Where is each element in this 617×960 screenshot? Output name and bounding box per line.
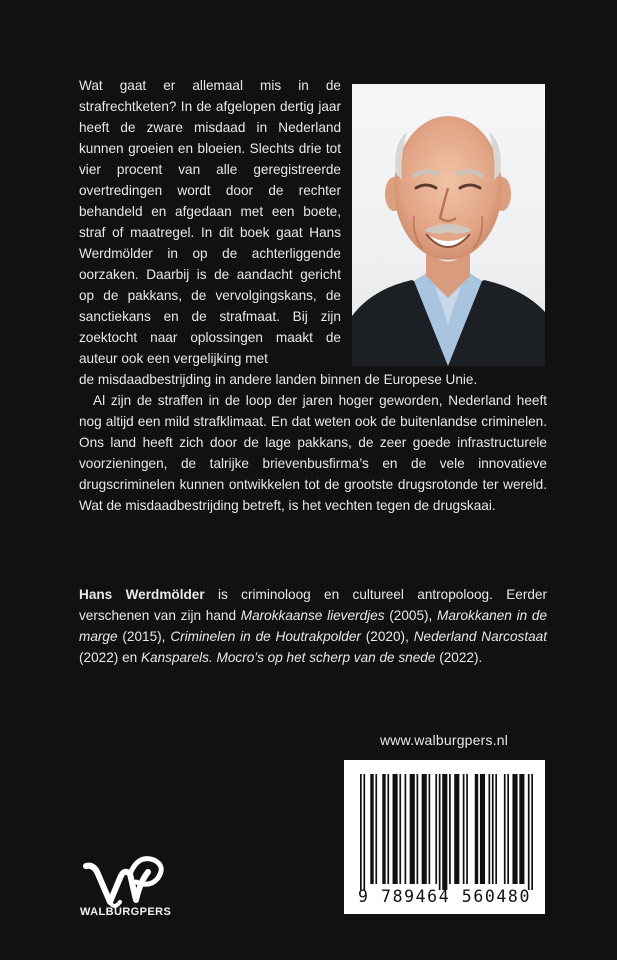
barcode-bar — [393, 774, 398, 884]
barcode-bar — [512, 774, 517, 884]
barcode-bar — [488, 774, 490, 884]
book-title-3: Criminelen in de Houtrakpolder — [170, 629, 361, 644]
barcode-bar — [399, 774, 401, 884]
barcode-bar — [439, 774, 441, 890]
book-title-1: Marokkaanse lieverdjes — [240, 608, 385, 623]
book-year-5: (2022). — [435, 650, 483, 665]
barcode-bar — [504, 774, 506, 884]
blurb-paragraph-2: Al zijn de straffen in de loop der jaren hoger geworden, Nederland heeft nog altijd een mild strafklimaat. En dat weten ook de buitenlandse criminelen. Ons land heeft zich door de lage pakkans, de zeer goede infrastructurele voorzieningen, de talrijke brievenbusfirma’s en de vele innovatieve drugscriminelen kunnen ontwikkelen tot de grootste drugsrotonde ter wereld. Wat de misdaadbestrijding betreft, is het vechten tegen de drugskaai. — [79, 393, 547, 513]
author-bio-text: is criminoloog en cultureel antropoloog. Eerder verschenen van zijn hand — [79, 587, 547, 623]
book-year-1: (2005), — [384, 608, 438, 623]
barcode-bar — [442, 774, 447, 890]
book-title-5: Kansparels. Mocro’s op het scherp van de snede — [140, 650, 436, 665]
publisher-website: www.walburgpers.nl — [380, 732, 509, 748]
barcode-bar — [475, 774, 478, 884]
barcode-bar — [363, 774, 365, 890]
barcode-bar — [495, 774, 497, 884]
book-year-3: (2020), — [360, 629, 414, 644]
barcode-bar — [507, 774, 509, 884]
blurb-paragraph-1: Wat gaat er allemaal mis in de strafrechtketen? In de afgelopen dertig jaar heeft de zware misdaad in Nederland kunnen groeien en bloeien. Slechts drie tot vier procent van alle geregistreerde overtredingen wordt door de rechter behandeld en afgedaan met een boete, straf of maatregel. In dit boek gaat Hans Werdmölder in op de achterliggende oorzaken. Daarbij is de aandacht gericht op de pakkans, de vervolgingskans, de sanctiekans en de strafmaat. Bij zijn zoektocht naar oplossingen maakt de auteur ook een vergelijking met — [79, 78, 341, 366]
barcode-bar — [370, 774, 373, 884]
barcode-bar — [382, 774, 385, 884]
barcode-bar — [429, 774, 431, 884]
blurb-text — [79, 75, 547, 516]
barcode-bar — [449, 774, 451, 884]
book-title-4: Nederland Narcostaat — [413, 629, 548, 644]
barcode-bar — [454, 774, 459, 884]
book-year-4: (2022) en — [79, 650, 141, 665]
barcode-bar — [463, 774, 465, 884]
author-name: Hans Werdmölder — [79, 587, 205, 602]
barcode-bar — [480, 774, 485, 884]
barcode-bar — [492, 774, 494, 884]
barcode-bars — [344, 760, 545, 890]
barcode-bar — [519, 774, 524, 884]
isbn-barcode — [344, 760, 545, 914]
barcode-bar — [410, 774, 415, 884]
barcode-bar — [360, 774, 362, 890]
barcode-bar — [417, 774, 419, 884]
barcode-bar — [405, 774, 407, 884]
book-title-2: Marokkanen in de marge — [79, 608, 548, 644]
barcode-bar — [466, 774, 468, 884]
barcode-bar — [387, 774, 389, 884]
barcode-bar — [531, 774, 533, 890]
book-year-2: (2015), — [117, 629, 171, 644]
publisher-name: WALBURGPERS — [80, 906, 172, 918]
barcode-bar — [375, 774, 377, 884]
barcode-bar — [422, 774, 427, 884]
isbn-number: 9 789464 560480 — [357, 887, 531, 906]
barcode-bar — [528, 774, 530, 890]
blurb-paragraph-1-end: de misdaadbestrijding in andere landen binnen de Europese Unie. — [79, 372, 478, 387]
barcode-bar — [435, 774, 437, 884]
author-bio — [79, 584, 547, 668]
